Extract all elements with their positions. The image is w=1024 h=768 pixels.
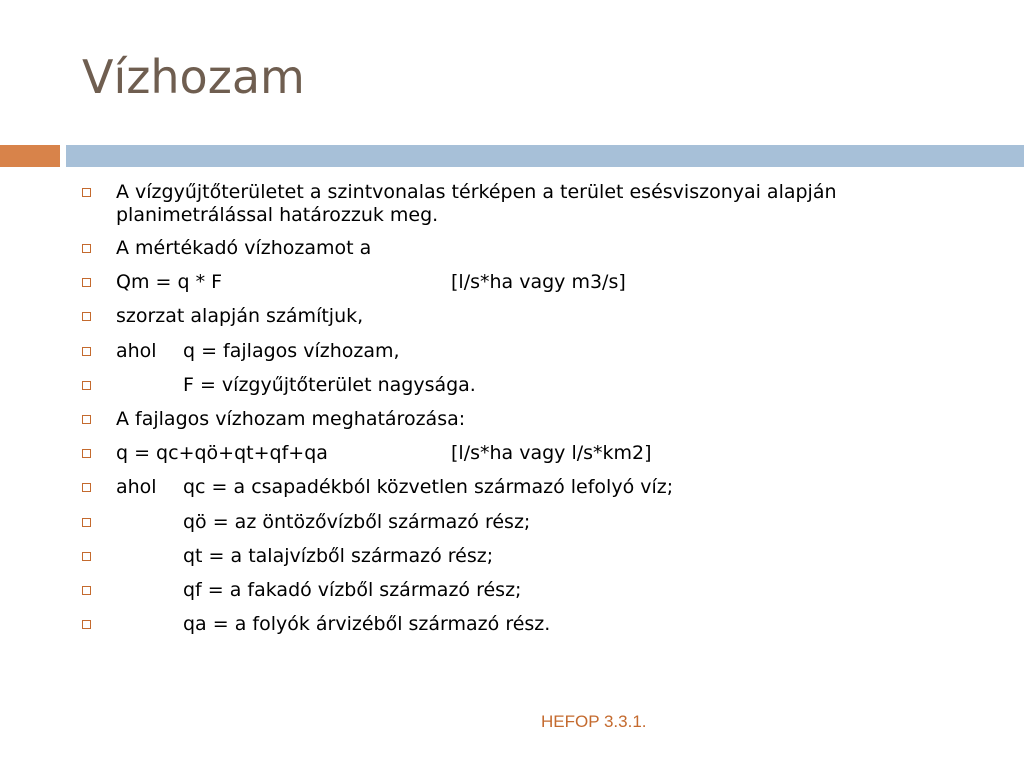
square-bullet-icon — [82, 278, 91, 287]
list-item — [78, 305, 998, 328]
list-item — [78, 181, 998, 227]
square-bullet-icon — [82, 518, 91, 527]
unit-text: [l/s*ha vagy m3/s] — [451, 271, 626, 294]
list-item — [78, 613, 998, 636]
list-item-text: q = fajlagos vízhozam, — [183, 339, 400, 362]
square-bullet-icon — [82, 483, 91, 492]
list-item-text: szorzat alapján számítjuk, — [116, 305, 364, 328]
list-item-text: qt = a talajvízből származó rész; — [183, 544, 494, 567]
footer-label: HEFOP 3.3.1. — [541, 712, 647, 731]
square-bullet-icon — [82, 449, 91, 458]
list-item — [78, 442, 998, 465]
list-item-text: qa = a folyók árvizéből származó rész. — [183, 613, 551, 636]
list-item-text: qö = az öntözővízből származó rész; — [183, 510, 531, 533]
list-item-text: qf = a fakadó vízből származó rész; — [183, 578, 522, 601]
ahol-prefix: ahol — [116, 476, 157, 499]
formula-text: q = qc+qö+qt+qf+qa — [116, 442, 328, 465]
list-item — [78, 408, 998, 431]
ahol-prefix: ahol — [116, 339, 157, 362]
list-item-text: F = vízgyűjtőterület nagysága. — [183, 373, 476, 396]
accent-bar — [0, 145, 60, 167]
square-bullet-icon — [82, 188, 91, 197]
square-bullet-icon — [82, 620, 91, 629]
square-bullet-icon — [82, 586, 91, 595]
formula-text: Qm = q * F — [116, 271, 223, 294]
list-item — [78, 340, 998, 363]
list-item-text: A vízgyűjtőterületet a szintvonalas térképen a terület esésviszonyai alapján planimetrálással határozzuk meg. — [116, 181, 837, 226]
list-item — [78, 511, 998, 534]
list-item — [78, 476, 998, 499]
list-item-text: A mértékadó vízhozamot a — [116, 237, 372, 259]
unit-text: [l/s*ha vagy l/s*km2] — [451, 442, 652, 465]
bullet-list — [78, 181, 998, 647]
square-bullet-icon — [82, 381, 91, 390]
list-item — [78, 271, 998, 294]
slide-title: Vízhozam — [82, 50, 305, 104]
header-rule-bar — [66, 145, 1024, 167]
list-item — [78, 374, 998, 397]
list-item — [78, 579, 998, 602]
square-bullet-icon — [82, 415, 91, 424]
list-item — [78, 237, 998, 260]
list-item — [78, 545, 998, 568]
square-bullet-icon — [82, 552, 91, 561]
square-bullet-icon — [82, 347, 91, 356]
square-bullet-icon — [82, 244, 91, 253]
list-item-text: qc = a csapadékból közvetlen származó lefolyó víz; — [183, 476, 674, 499]
square-bullet-icon — [82, 312, 91, 321]
list-item-text: A fajlagos vízhozam meghatározása: — [116, 407, 466, 430]
